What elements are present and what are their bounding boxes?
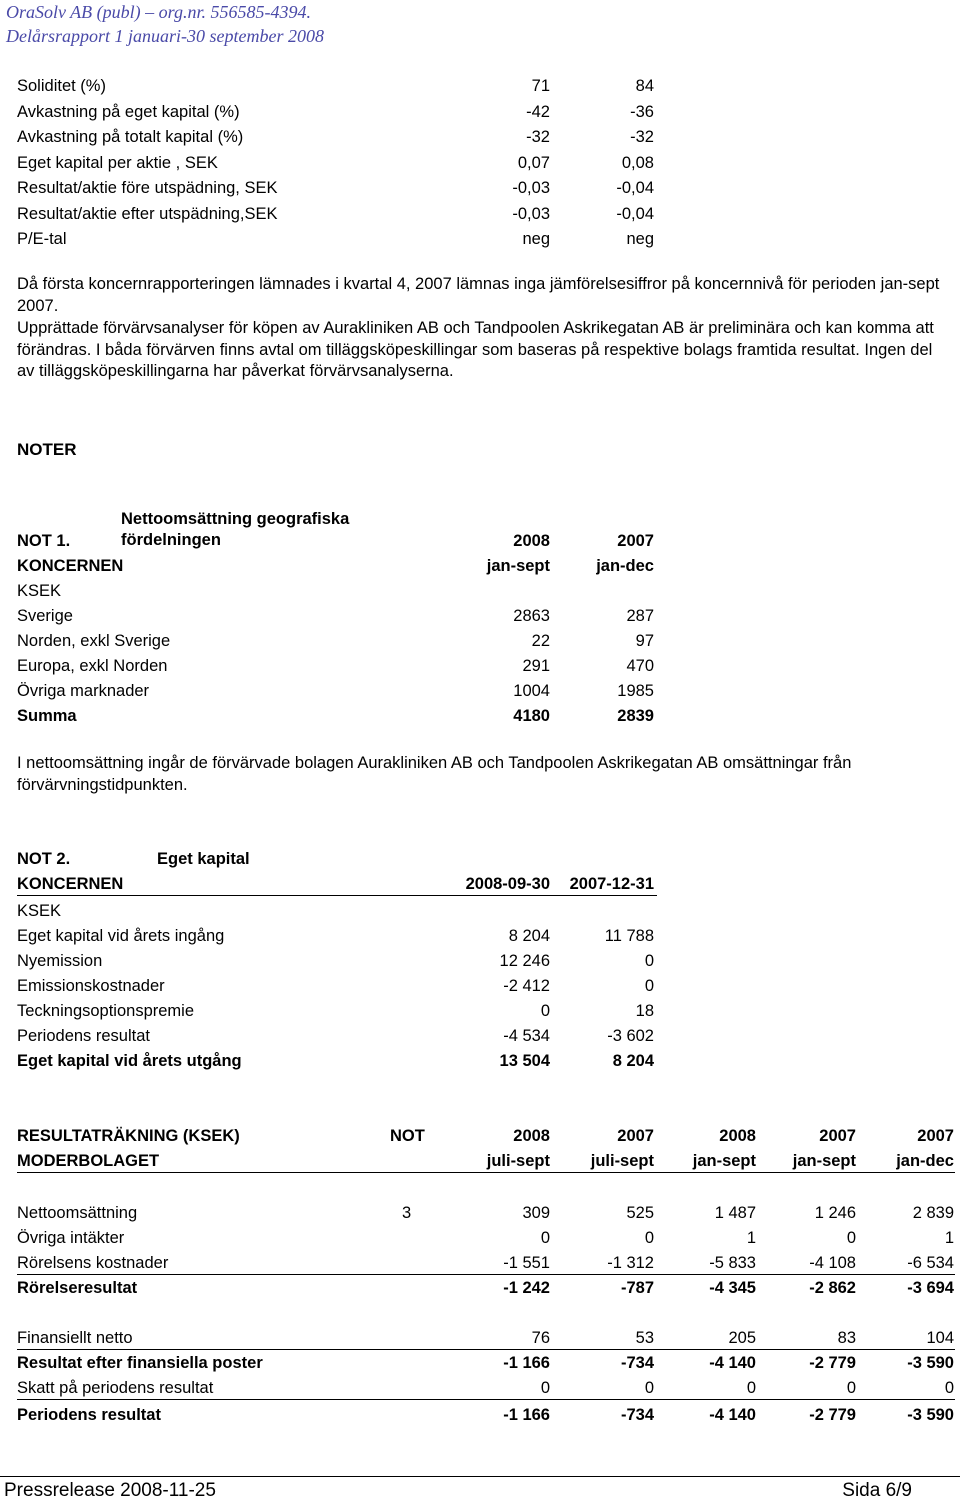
ratio-value-1: -0,03 [512,179,550,197]
note2-row-v1: -2 412 [503,977,550,995]
income-row-value: 309 [522,1204,550,1222]
note1-title-1: Nettoomsättning geografiska [121,510,350,528]
income-row-value: 0 [540,1379,550,1397]
ratio-label: Resultat/aktie före utspädning, SEK [17,179,278,197]
note2-row-v2: -3 602 [607,1027,654,1045]
income-row-value: -1 312 [607,1254,654,1272]
note2-total-label: Eget kapital vid årets utgång [17,1052,242,1070]
income-row-value: -5 833 [709,1254,756,1272]
income-row-label: Periodens resultat [17,1406,161,1424]
income-row-value: 0 [846,1379,856,1397]
note2-row-v2: 0 [644,952,654,970]
income-row-value: -3 590 [907,1406,954,1424]
income-row-value: 0 [846,1229,856,1247]
ratio-label: Avkastning på eget kapital (%) [17,102,240,121]
note2-row-label: Teckningsoptionspremie [17,1002,195,1020]
footer-rule [0,1476,960,1477]
income-row-value: -1 166 [503,1354,550,1372]
income-row-value: 1 [944,1229,954,1247]
ratio-label: Eget kapital per aktie , SEK [17,153,218,172]
ratio-value-1: neg [522,230,550,248]
income-col-period: juli-sept [486,1152,550,1170]
income-col-year: 2008 [513,1127,550,1145]
noter-heading: NOTER [17,440,77,459]
ratio-label: Soliditet (%) [17,77,106,95]
note2-row-v1: 12 246 [499,952,550,970]
ratio-value-2: -32 [630,128,654,146]
income-row-rule [17,1274,955,1275]
note2-row-label: Nyemission [17,952,103,970]
income-row-value: -1 551 [503,1254,550,1272]
income-row-value: -3 590 [907,1354,954,1372]
income-row-value: -2 779 [809,1406,856,1424]
note1-col2-year: 2007 [617,532,654,550]
income-row-value: 83 [837,1329,856,1347]
income-subtitle: MODERBOLAGET [17,1152,160,1170]
income-row-value: 104 [926,1329,954,1347]
note2-row-v2: 0 [644,977,654,995]
income-row-value: -4 345 [709,1279,756,1297]
note1-row-v1: 2863 [513,607,550,625]
footer-left: Pressrelease 2008-11-25 [4,1480,216,1501]
note1-row-v2: 287 [626,607,654,625]
income-row-rule [17,1349,955,1350]
note1-col1-year: 2008 [513,532,550,550]
note2-row-v1: 0 [540,1002,550,1020]
income-row-label: Övriga intäkter [17,1229,125,1247]
income-row-value: -4 140 [709,1354,756,1372]
ratio-label: Avkastning på totalt kapital (%) [17,128,244,146]
note1-group: KONCERNEN [17,557,124,575]
income-row-rule [17,1399,955,1400]
ratio-value-1: -32 [526,128,550,146]
income-col-period: juli-sept [590,1152,654,1170]
note2-row-v1: -4 534 [503,1027,550,1045]
note1-row-label: Övriga marknader [17,682,150,700]
note1-row-label: Norden, exkl Sverige [17,632,171,650]
note2-header-rule [17,895,657,896]
income-row-value: 0 [644,1229,654,1247]
ratio-value-2: 84 [635,77,654,95]
income-col-period: jan-dec [896,1152,954,1170]
note1-row-v1: 291 [522,657,550,675]
note1-total-v1: 4180 [513,707,550,725]
ratio-label: Resultat/aktie efter utspädning,SEK [17,204,278,223]
note2-number: NOT 2. [17,850,71,868]
company-header: OraSolv AB (publ) – org.nr. 556585-4394. [6,2,311,22]
income-row-value: -6 534 [907,1254,954,1272]
income-col-year: 2008 [719,1127,756,1145]
income-row-value: -1 166 [503,1406,550,1424]
note2-row-label: Periodens resultat [17,1027,150,1045]
note2-unit: KSEK [17,902,62,920]
income-row-label: Finansiellt netto [17,1329,133,1347]
note1-total-v2: 2839 [617,707,654,725]
income-row-label: Skatt på periodens resultat [17,1379,214,1397]
report-header: Delårsrapport 1 januari-30 september 2008 [6,26,324,46]
ratio-value-1: 0,07 [517,153,550,172]
ratio-value-2: -0,04 [616,179,654,197]
note2-row-v1: 8 204 [508,927,550,945]
note1-row-v2: 97 [635,632,654,650]
note1-row-label: Europa, exkl Norden [17,657,168,675]
income-row-value: 1 487 [714,1204,756,1222]
note1-row-v1: 22 [531,632,550,650]
income-row-value: -734 [620,1354,654,1372]
comparison-note: Då första koncernrapporteringen lämnades i kvartal 4, 2007 lämnas inga jämförelsesiffror på koncernnivå för perioden jan-sept 2007. [17,275,940,315]
income-row-not: 3 [402,1204,412,1222]
income-row-value: -2 862 [809,1279,856,1297]
income-row-value: -4 140 [709,1406,756,1424]
note1-row-label: Sverige [17,607,73,625]
income-row-value: -1 242 [503,1279,550,1297]
note1-col2-period: jan-dec [596,557,654,575]
note1-title-2: fördelningen [121,531,221,549]
income-header-rule [17,1172,955,1173]
income-row-value: 0 [540,1229,550,1247]
income-col-period: jan-sept [792,1152,856,1170]
ratio-value-1: 71 [531,77,550,95]
income-row-value: -734 [620,1406,654,1424]
income-row-value: -3 694 [907,1279,954,1297]
ratio-label: P/E-tal [17,230,67,248]
note2-col1: 2008-09-30 [465,875,550,893]
income-title: RESULTATRÄKNING (KSEK) [17,1127,240,1145]
income-col-period: jan-sept [692,1152,756,1170]
note2-col2: 2007-12-31 [569,875,654,893]
ratio-value-2: -0,04 [616,204,654,223]
income-col-year: 2007 [819,1127,856,1145]
note2-total-v1: 13 504 [499,1052,550,1070]
income-row-value: 76 [531,1329,550,1347]
income-col-year: 2007 [917,1127,954,1145]
income-row-value: 1 246 [814,1204,856,1222]
note2-row-label: Eget kapital vid årets ingång [17,927,225,945]
note2-title: Eget kapital [157,850,250,868]
note1-row-v2: 470 [626,657,654,675]
income-row-value: 0 [944,1379,954,1397]
note1-row-v1: 1004 [513,682,550,700]
ratio-value-1: -0,03 [512,204,550,223]
note2-total-v2: 8 204 [612,1052,654,1070]
note2-group: KONCERNEN [17,875,124,893]
income-row-label: Rörelseresultat [17,1279,138,1297]
note2-row-v2: 18 [635,1002,654,1020]
note2-row-v2: 11 788 [604,927,654,945]
income-row-value: 0 [746,1379,756,1397]
income-col-year: 2007 [617,1127,654,1145]
income-row-label: Resultat efter finansiella poster [17,1354,263,1372]
income-row-value: -2 779 [809,1354,856,1372]
income-row-label: Rörelsens kostnader [17,1254,169,1272]
note1-number: NOT 1. [17,532,71,550]
ratio-value-2: neg [626,230,654,248]
acquisition-note: Upprättade förvärvsanalyser för köpen av Aurakliniken AB och Tandpoolen Askrikegatan AB är preliminära och kan komma att förändras. I båda förvärven finns avtal om tilläggsköpeskillingar som baseras på respektive bolags framtida resultat. Ingen del av tilläggsköpeskillingarna har påverkat förvärvsanalyserna. [17,319,934,380]
ratio-value-1: -42 [526,102,550,121]
income-row-value: 0 [644,1379,654,1397]
income-row-value: 2 839 [912,1204,954,1222]
note1-text: I nettoomsättning ingår de förvärvade bolagen Aurakliniken AB och Tandpoolen Askrikegatan AB omsättningar från förvärvningstidpunkten. [17,754,852,794]
note1-unit: KSEK [17,582,62,600]
ratio-value-2: -36 [630,102,654,121]
income-row-label: Nettoomsättning [17,1204,138,1222]
income-row-value: -787 [620,1279,654,1297]
note2-row-label: Emissionskostnader [17,977,165,995]
note1-row-v2: 1985 [617,682,654,700]
ratio-value-2: 0,08 [621,153,654,172]
income-row-value: 205 [728,1329,756,1347]
note1-col1-period: jan-sept [486,557,550,575]
income-row-value: 53 [635,1329,654,1347]
income-row-value: 525 [626,1204,654,1222]
note1-total-label: Summa [17,707,77,725]
income-row-value: -4 108 [809,1254,856,1272]
income-not-header: NOT [390,1127,425,1145]
footer-page: Sida 6/9 [842,1480,912,1501]
income-row-value: 1 [746,1229,756,1247]
